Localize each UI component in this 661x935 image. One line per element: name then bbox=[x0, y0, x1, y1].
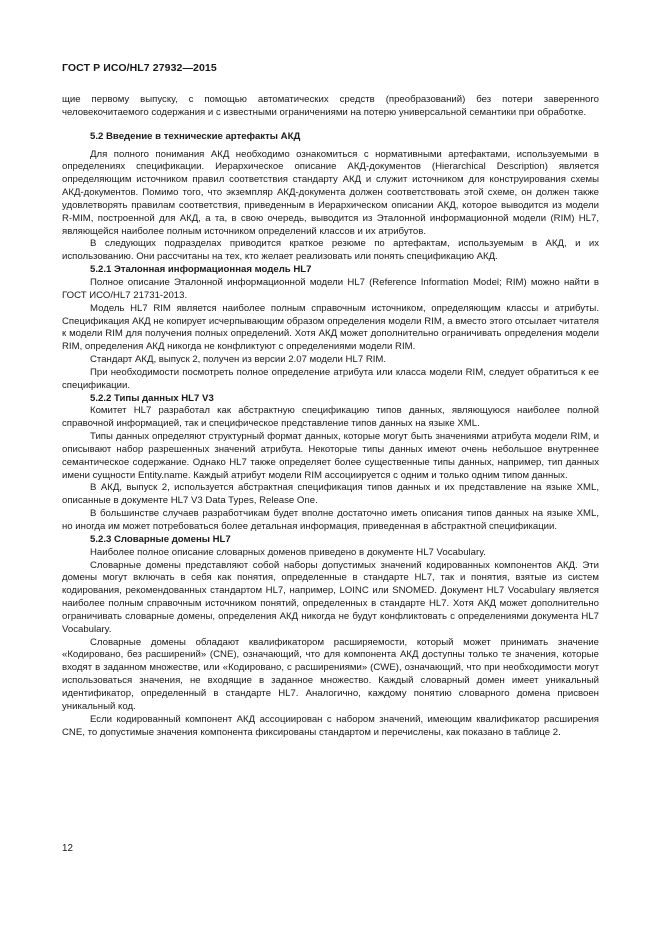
paragraph: В следующих подразделах приводится краткое резюме по артефактам, используемым в АКД, и их использованию. Они рассчитаны на тех, кто желает реализовать или понять спецификацию АКД. bbox=[62, 238, 599, 263]
paragraph: Модель HL7 RIM является наиболее полным справочным источником, определяющим классы и атрибуты. Спецификация АКД не копирует исчерпывающим образом определения модели RIM, а вместо этого отсылает читателя к модели RIM для получения полных определений. Хотя АКД может дополнительно ограничивать определения модели RIM, определения АКД никогда не конфликтуют с определениями модели RIM. bbox=[62, 302, 599, 353]
subsection-heading-5-2-1: 5.2.1 Эталонная информационная модель HL7 bbox=[90, 264, 312, 276]
paragraph: Наиболее полное описание словарных доменов приведено в документе HL7 Vocabulary. bbox=[90, 546, 486, 558]
paragraph: При необходимости посмотреть полное определение атрибута или класса модели RIM, следует обратиться к ее спецификации. bbox=[62, 366, 599, 391]
paragraph: В АКД, выпуск 2, используется абстрактная спецификация типов данных и их представление на языке XML, описанные в документе HL7 V3 Data Types, Release One. bbox=[62, 482, 599, 507]
paragraph: Словарные домены представляют собой наборы допустимых значений кодированных компонентов АКД. Эти домены могут включать в себя как понятия, определенные в стандарте HL7, так и понятия, взятые из систем кодирования, рекомендованных стандартом HL7, например, LOINC или SNOMED. Документ HL7 Vocabulary является наиболее полным справочным источником понятий, определенных в стандарте HL7. Хотя АКД может дополнительно ограничивать словарные домены, определения АКД никогда не будут конфликтовать с определениями документа HL7 Vocabulary. bbox=[62, 559, 599, 635]
document-body bbox=[62, 94, 599, 739]
paragraph: Комитет HL7 разработал как абстрактную спецификацию типов данных, являющуюся наиболее полной справочной информацией, так и специфическое представление типов данных на языке XML. bbox=[62, 405, 599, 430]
page-number: 12 bbox=[62, 843, 73, 854]
paragraph: Стандарт АКД, выпуск 2, получен из версии 2.07 модели HL7 RIM. bbox=[90, 354, 387, 366]
paragraph: В большинстве случаев разработчикам будет вполне достаточно иметь описания типов данных на языке XML, но иногда им может потребоваться более детальная информация, приведенная в абстрактной спецификации. bbox=[62, 508, 599, 532]
paragraph: Типы данных определяют структурный формат данных, которые могут быть значениями атрибута модели RIM, и описывают набор разрешенных значений атрибута. Некоторые типы данных имеют очень небольшое внутреннее семантическое содержание. Однако HL7 также определяет более существенные типы данных, например, тип данных имени сущности Entity.name. Каждый атрибут модели RIM ассоциируется с одним и только одним типом данных. bbox=[62, 431, 599, 481]
paragraph: Для полного понимания АКД необходимо ознакомиться с нормативными артефактами, используемыми в определениях спецификации. Иерархическое описание АКД-документов (Hierarchical Description) является определяющим источником правил соответствия стандарту АКД и служит источником для конструирования схемы АКД-документов. Помимо того, что экземпляр АКД-документа должен соответствовать этой схеме, он должен также удовлетворять правилам соответствия, приведенным в Иерархическом описании АКД, которое выводится из модели R-MIM, построенной для АКД, а та, в свою очередь, выводится из Эталонной информационной модели (RIM) HL7, являющейся наиболее полным источником определений классов и их атрибутов. bbox=[62, 148, 599, 237]
document-header: ГОСТ Р ИСО/HL7 27932—2015 bbox=[62, 62, 217, 74]
subsection-heading-5-2-3: 5.2.3 Словарные домены HL7 bbox=[90, 533, 231, 545]
subsection-heading-5-2-2: 5.2.2 Типы данных HL7 V3 bbox=[90, 392, 214, 404]
paragraph: Словарные домены обладают квалификатором расширяемости, который может принимать значение «Кодировано, без расширений» (CNE), означающий, что для компонента АКД доступны только те значения, которые входят в заданном множестве, или «Кодировано, с расширениями» (CWE), означающий, что при необходимости могут использоваться значения, не входящие в заданное множество. Каждый словарный домен имеет уникальный идентификатор, определенный в стандарте HL7. Аналогично, каждому понятию словарного домена присвоен уникальный код. bbox=[62, 636, 599, 712]
paragraph: Если кодированный компонент АКД ассоциирован с набором значений, имеющим квалификатор расширения CNE, то допустимые значения компонента фиксированы стандартом и перечислены, как показано в таблице 2. bbox=[62, 713, 599, 738]
section-heading-5-2: 5.2 Введение в технические артефакты АКД bbox=[90, 130, 301, 142]
paragraph-intro: щие первому выпуску, с помощью автоматических средств (преобразований) без потери заверенного человекочитаемого содержания и с известными ограничениями на потерю универсальной семантики при обработке. bbox=[62, 94, 599, 118]
paragraph: Полное описание Эталонной информационной модели HL7 (Reference Information Model; RIM) можно найти в ГОСТ ИСО/HL7 21731-2013. bbox=[62, 276, 599, 301]
